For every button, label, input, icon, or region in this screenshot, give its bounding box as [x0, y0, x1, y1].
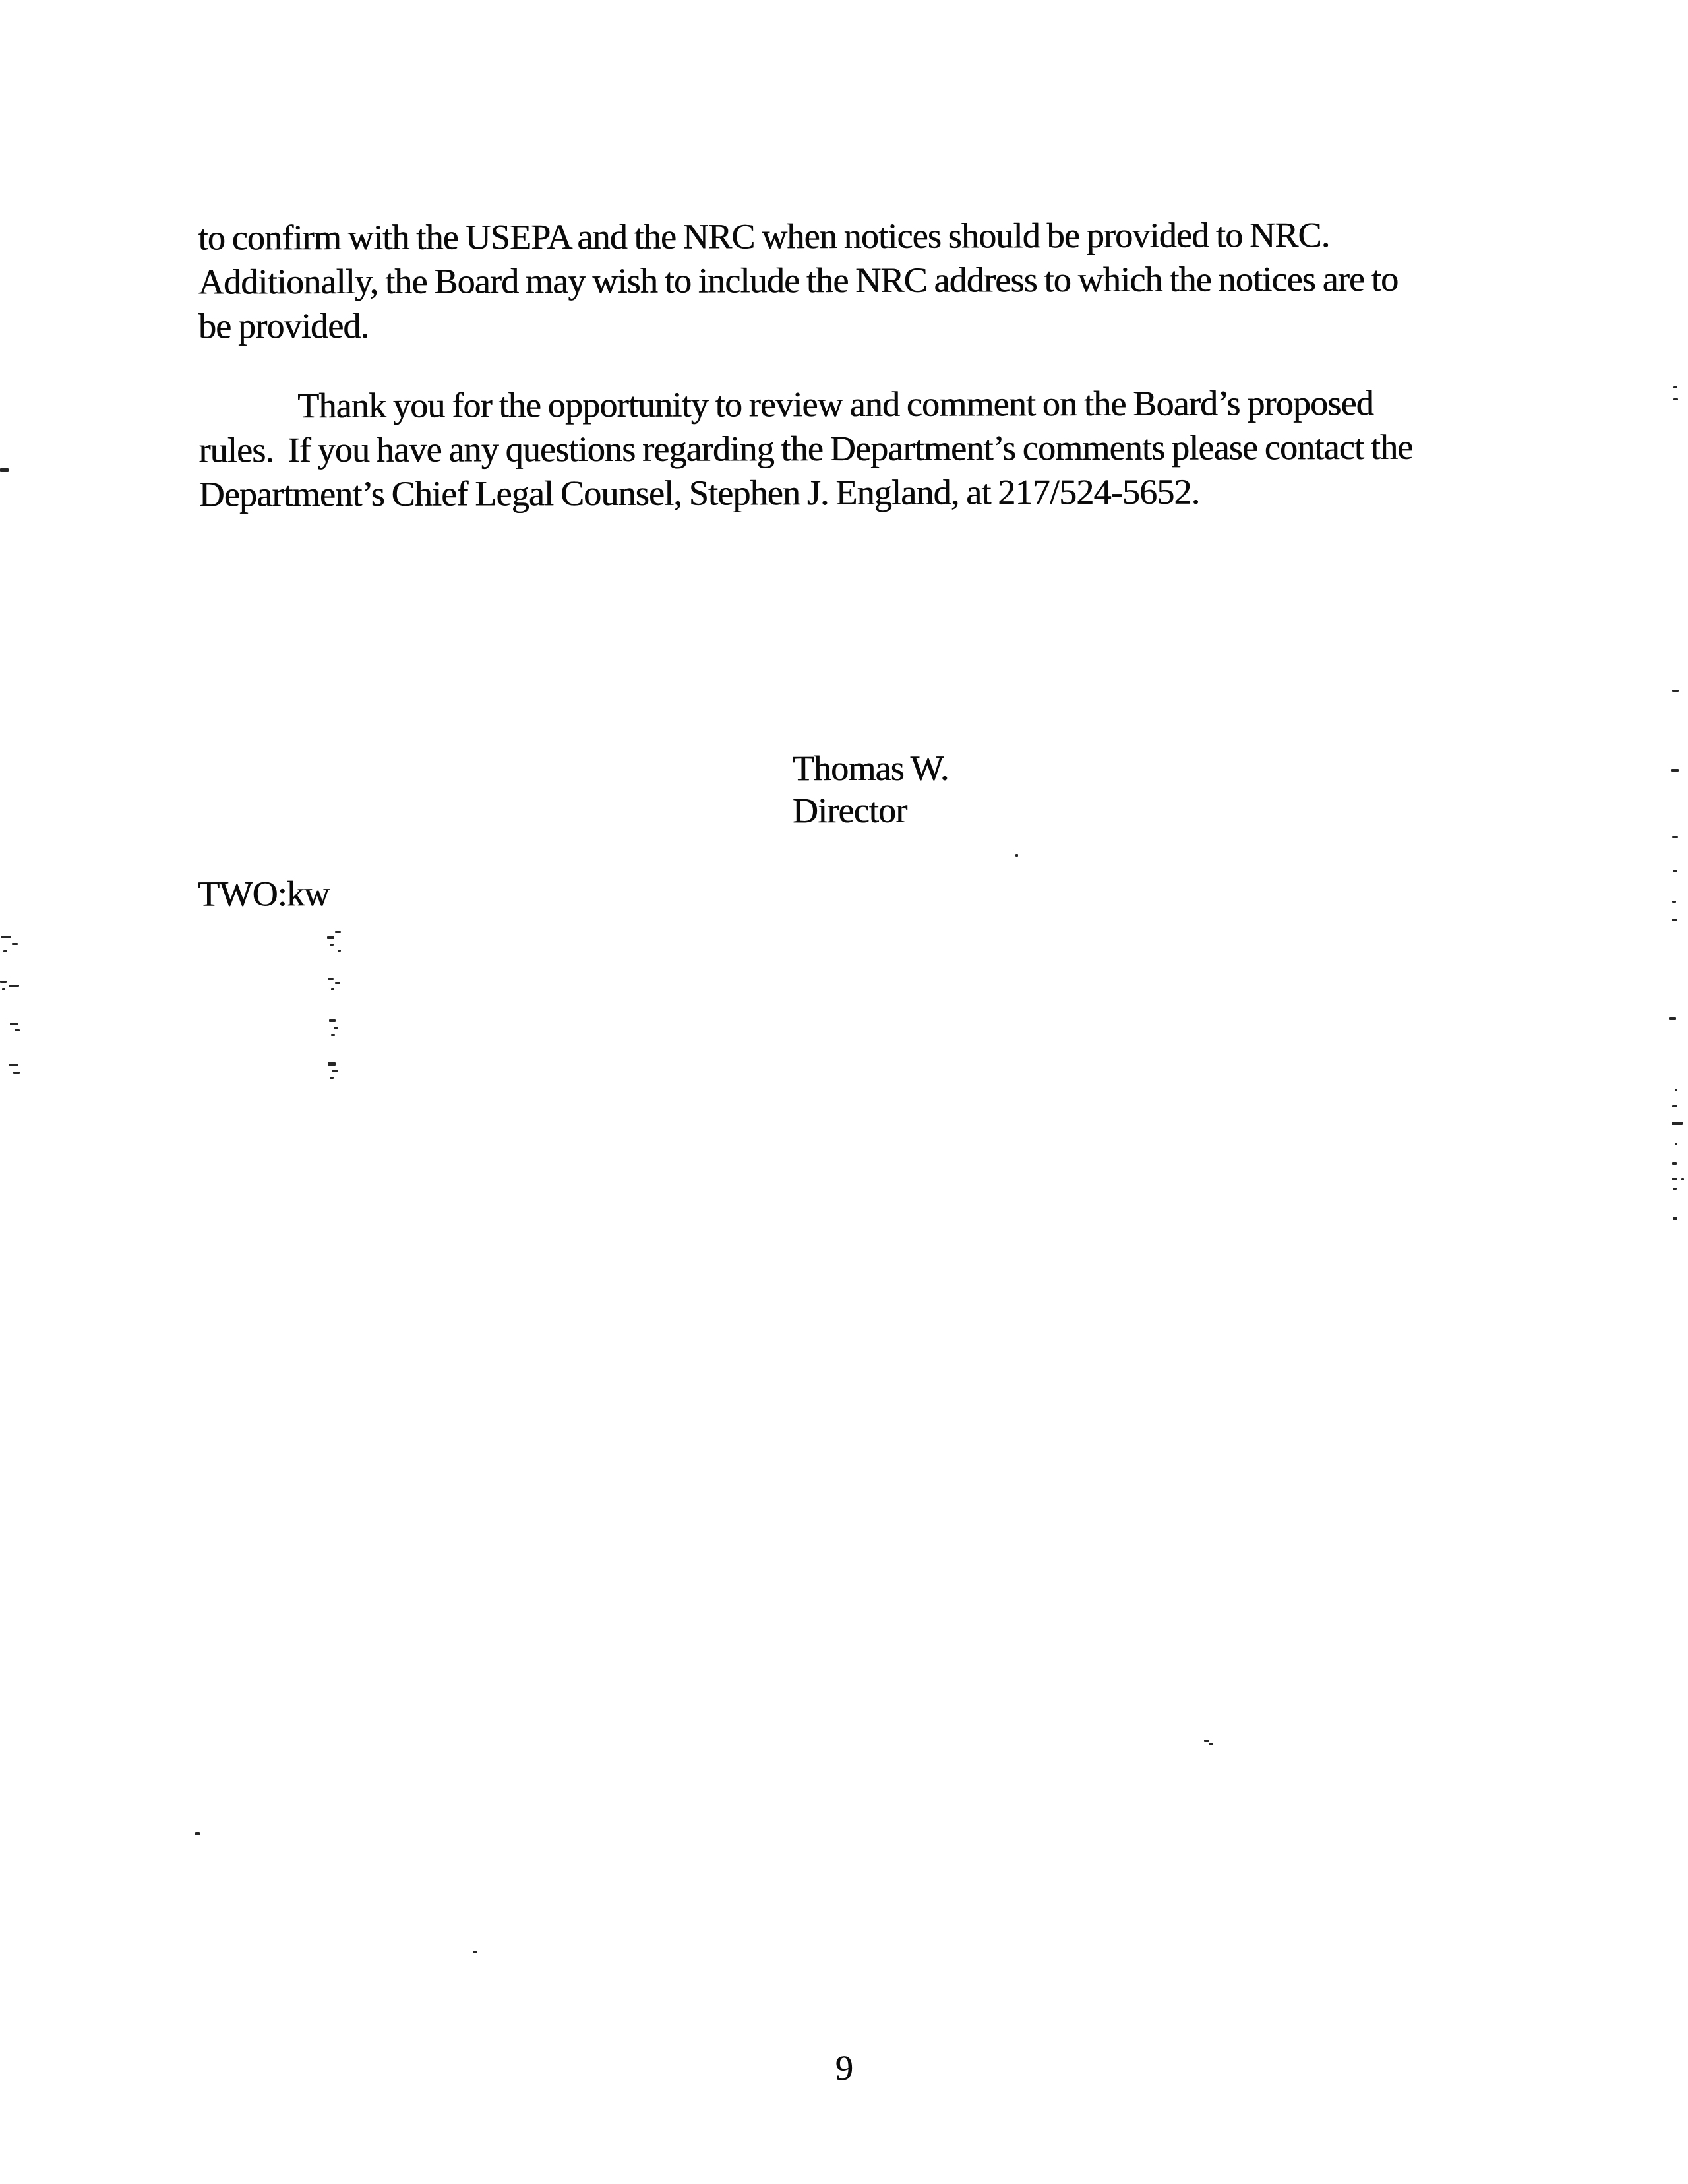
- paragraph-1-line-2: Additionally, the Board may wish to include the NRC address to which the notices are to: [198, 258, 1399, 302]
- scan-speck: [1672, 1122, 1683, 1125]
- scan-speck: [1672, 690, 1679, 692]
- scan-speck: [1669, 1017, 1676, 1020]
- signature-name: Thomas W.: [792, 748, 949, 789]
- paragraph-1-line-3: be provided.: [198, 305, 369, 346]
- scan-speck: [329, 1019, 336, 1022]
- scan-speck: [195, 1832, 200, 1835]
- scan-speck: [1671, 769, 1679, 772]
- scan-speck: [0, 981, 7, 983]
- scan-speck: [1204, 1740, 1209, 1742]
- scan-speck: [9, 1064, 18, 1066]
- scan-speck: [473, 1951, 477, 1953]
- scan-speck: [15, 1029, 20, 1031]
- scan-speck: [1672, 1178, 1677, 1180]
- scan-speck: [332, 1070, 338, 1072]
- paragraph-1-line-1: to confirm with the USEPA and the NRC when notices should be provided to NRC.: [198, 215, 1330, 258]
- scan-speck: [1672, 1105, 1677, 1107]
- scan-speck: [338, 950, 341, 952]
- scan-speck: [1681, 1178, 1684, 1180]
- scan-speck: [1672, 901, 1676, 903]
- scan-speck: [334, 1027, 338, 1029]
- page-number: 9: [835, 2048, 853, 2088]
- scan-speck: [335, 982, 340, 984]
- scan-speck: [335, 931, 341, 933]
- scan-speck: [1675, 1143, 1677, 1145]
- scan-speck: [1673, 386, 1677, 388]
- scan-speck: [1209, 1743, 1213, 1745]
- paragraph-2-line-3: Department’s Chief Legal Counsel, Stephen J. England, at 217/524-5652.: [198, 471, 1200, 514]
- scan-speck: [328, 978, 334, 980]
- scan-speck: [0, 468, 9, 472]
- scan-speck: [327, 936, 334, 939]
- scan-speck: [1673, 1188, 1677, 1190]
- scan-speck: [1015, 854, 1018, 857]
- scan-speck: [1672, 919, 1677, 921]
- scan-speck: [330, 944, 334, 946]
- scan-speck: [328, 1062, 336, 1066]
- scan-speck: [1672, 836, 1678, 838]
- paragraph-1: [198, 213, 1398, 349]
- scan-speck: [9, 985, 19, 987]
- scan-speck: [331, 1034, 335, 1036]
- scan-speck: [10, 1023, 18, 1025]
- scan-speck: [1673, 398, 1678, 400]
- scan-speck: [13, 1072, 20, 1074]
- typist-initials: TWO:kw: [197, 874, 330, 914]
- scan-speck: [331, 988, 334, 990]
- scan-speck: [1672, 1162, 1677, 1165]
- scan-speck: [330, 1077, 334, 1079]
- paragraph-2: [198, 381, 1413, 517]
- paragraph-2-line-2: rules. If you have any questions regarding the Department’s comments please contact the: [198, 427, 1413, 470]
- signature-block: [792, 747, 948, 832]
- scan-speck: [2, 988, 5, 990]
- scan-speck: [1675, 1089, 1677, 1091]
- paragraph-2-line-1: Thank you for the opportunity to review and comment on the Board’s proposed: [297, 382, 1373, 426]
- signature-title: Director: [792, 790, 907, 831]
- scan-speck: [1, 936, 11, 938]
- scan-speck: [12, 943, 18, 945]
- scan-speck: [1673, 870, 1677, 872]
- scan-speck: [3, 950, 7, 952]
- scan-speck: [1673, 1217, 1677, 1220]
